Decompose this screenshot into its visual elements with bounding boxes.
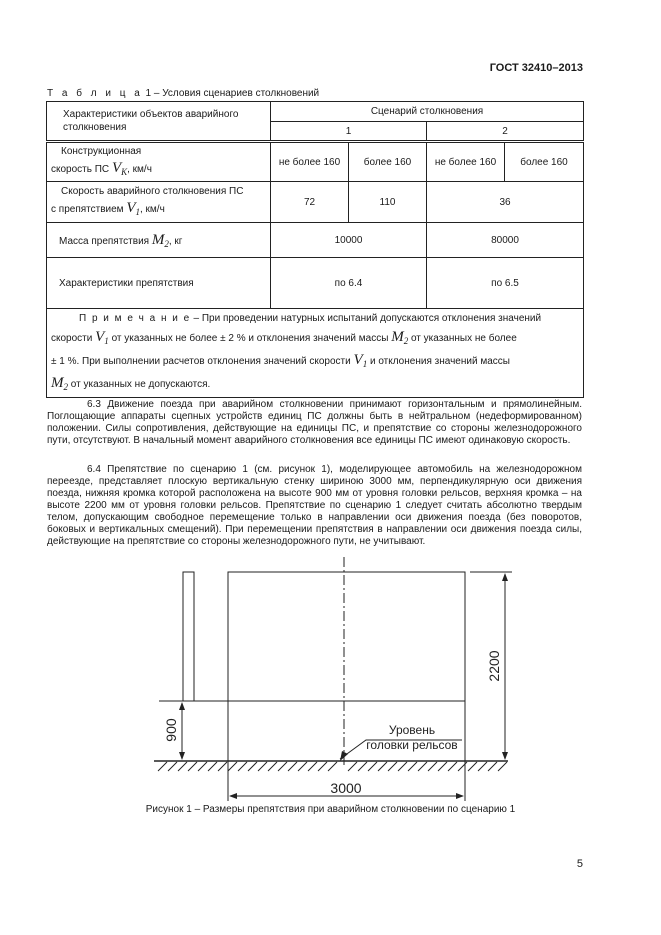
head-characteristics: Характеристики объектов аварийного столкновения bbox=[47, 102, 271, 142]
row-mass-label: Масса препятствия $M_2$, кг bbox=[47, 223, 271, 258]
row-design-speed-v2: более 160 bbox=[349, 142, 427, 182]
rail-level-label-line2: головки рельсов bbox=[366, 738, 458, 752]
dim-bottom-label: 900 bbox=[163, 718, 179, 742]
row-obstacle-label: Характеристики препятствия bbox=[47, 258, 271, 309]
dim-width-label: 3000 bbox=[330, 780, 362, 796]
figure-obstacle-dimensions bbox=[0, 555, 661, 805]
head-scenario-1: 1 bbox=[271, 122, 427, 142]
row-collision-speed-v3: 36 bbox=[427, 182, 584, 223]
row-mass-v1: 10000 bbox=[271, 223, 427, 258]
row-design-speed-v1: не более 160 bbox=[271, 142, 349, 182]
wall-side-view bbox=[183, 572, 194, 701]
row-design-speed-v4: более 160 bbox=[505, 142, 584, 182]
rail-level-label-line1: Уровень bbox=[388, 723, 436, 737]
head-scenario-2: 2 bbox=[427, 122, 584, 142]
row-obstacle-v2: по 6.5 bbox=[427, 258, 584, 309]
head-scenario: Сценарий столкновения bbox=[271, 102, 584, 122]
row-design-speed-v3: не более 160 bbox=[427, 142, 505, 182]
row-obstacle-v1: по 6.4 bbox=[271, 258, 427, 309]
page-number: 5 bbox=[576, 858, 583, 870]
dim-height-label: 2200 bbox=[486, 650, 502, 682]
paragraph-6-4: 6.4 Препятствие по сценарию 1 (см. рисунок 1), моделирующее автомобиль на железнодорожном переезде, представляет плоскую вертикальную стенку шириною 3000 мм, перпендикулярную оси движения поезда, нижняя кромка которой расположена на высоте 900 мм от уровня головки рельсов, верхняя кромка – на высоте 2200 мм от уровня головки рельсов. Препятствие по сценарию 1 следует считать абсолютно твердым телом, допускающим свободное перемещение только в направлении оси движения поезда (без поворотов, боковых и вертикальных смещений). При перемещении препятствия в направлении оси движения поезда силы, действующие на препятствие со стороны железнодорожного пути, не учитывают. bbox=[47, 464, 582, 547]
table-note: П р и м е ч а н и е – При проведении натурных испытаний допускаются отклонения значений скорости $V_1$ от указанных не более ± 2 % и отклонения значений массы $M_2$ от указанных не более ± 1 %. При выполнении расчетов отклонения значений скорости $V_1$ и отклонения значений массы $M_2$ от указанных не допускаются. bbox=[47, 309, 584, 398]
standard-header: ГОСТ 32410–2013 bbox=[489, 62, 583, 74]
row-collision-speed-label: Скорость аварийного столкновения ПС с препятствием $V_1$, км/ч bbox=[47, 182, 271, 223]
row-collision-speed-v2: 110 bbox=[349, 182, 427, 223]
table-caption bbox=[47, 88, 319, 99]
ground-hatching bbox=[158, 762, 507, 771]
scenario-table bbox=[46, 101, 584, 398]
table-caption-prefix: Т а б л и ц а bbox=[47, 88, 143, 99]
wall-front-view bbox=[228, 572, 465, 701]
paragraph-6-3: 6.3 Движение поезда при аварийном столкновении принимают горизонтальным и прямолинейным. Поглощающие аппараты сцепных устройств единиц ПС должны быть в нейтральном (недеформированном) положении. Силы сопротивления, действующие на единицы ПС, и препятствие со стороны железнодорожного пути, отсутствуют. В начальный момент аварийного столкновения все единицы ПС имеют одинаковую скорость. bbox=[47, 399, 582, 446]
row-mass-v2: 80000 bbox=[427, 223, 584, 258]
row-collision-speed-v1: 72 bbox=[271, 182, 349, 223]
figure-caption: Рисунок 1 – Размеры препятствия при аварийном столкновении по сценарию 1 bbox=[145, 804, 516, 815]
row-design-speed-label: Конструкционная скорость ПС $V_K$, км/ч bbox=[47, 142, 271, 182]
table-caption-text: 1 – Условия сценариев столкновений bbox=[142, 88, 320, 99]
note-prefix: П р и м е ч а н и е bbox=[79, 313, 191, 324]
